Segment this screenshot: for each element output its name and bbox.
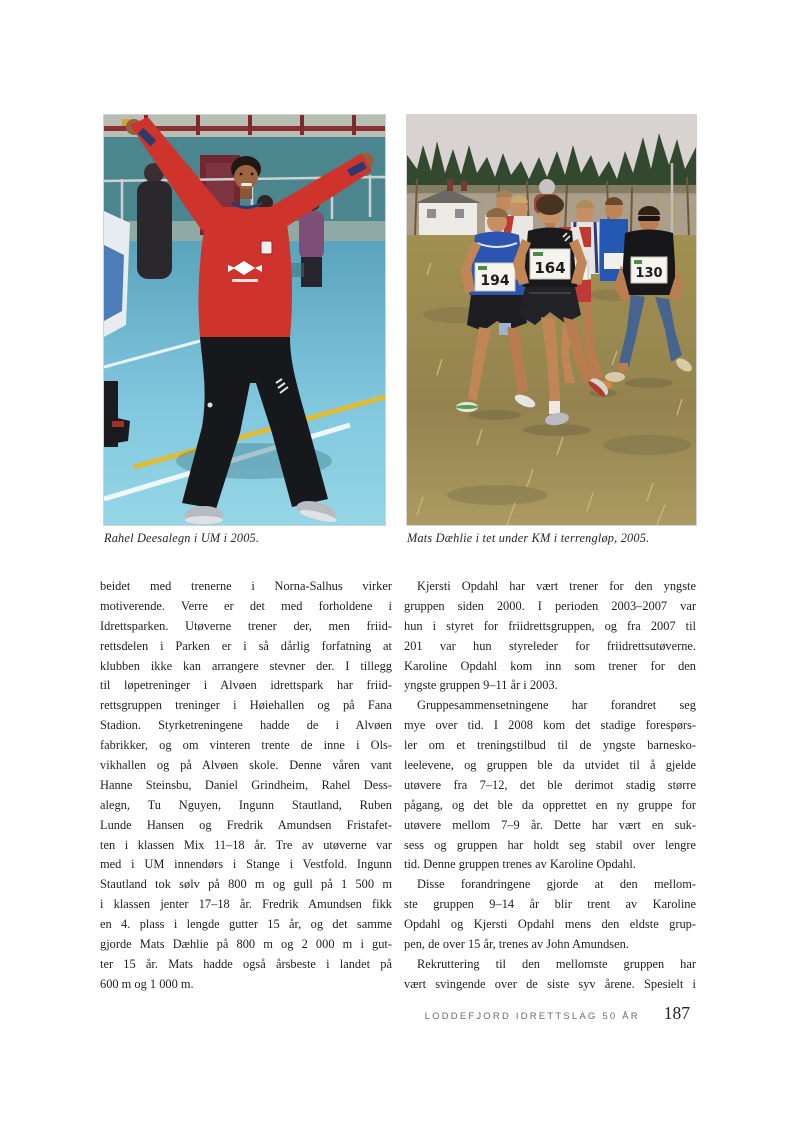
text-line: tid. Denne gruppen trenes av Karoline Opdahl. — [404, 857, 636, 872]
text-line: gjorde Mats Dæhlie på 800 m og 2 000 m i gut- — [100, 937, 392, 952]
text-line: utøvere fra 7–12, det ble derimot stadig større — [404, 777, 696, 792]
bib-number-130: 130 — [635, 266, 663, 281]
text-line: Karoline Opdahl kom inn som trener for den — [404, 658, 696, 673]
text-line: Disse forandringene gjorde at den mellom- — [417, 877, 696, 892]
text-line: Opdahl og Kjersti Opdahl mens den eldste grup- — [404, 917, 696, 932]
text-line: med i UM innendørs i Stange i Vestfold. Ingunn — [100, 857, 392, 872]
text-line: mye over tid. I 2008 kom det stadige forespørs- — [404, 718, 696, 733]
text-line: Gruppesammensetningene har forandret seg — [417, 698, 696, 713]
text-line: yngste gruppen 9–11 år i 2003. — [404, 678, 558, 693]
text-line: Lunde Hansen og Fredrik Amundsen Fristafet- — [100, 817, 392, 832]
text-line: en 4. plass i lengde gutter 15 år, og det samme — [100, 917, 392, 932]
text-line: gruppen siden 2000. I perioden 2003–2007 var — [404, 598, 696, 613]
sunglasses — [638, 216, 660, 221]
text-line: i klassen jenter 17–18 år. Fredrik Amundsen fikk — [100, 897, 392, 912]
page-footer — [100, 1003, 690, 1024]
gym-photo-illustration — [104, 115, 385, 525]
text-line: vært svingende over de siste syv årene. Spesielt i — [404, 976, 696, 991]
text-column-right — [404, 577, 696, 995]
text-line: vikhallen og på Alvøen skole. Denne våren vant — [100, 758, 392, 773]
text-line: Stadion. Styrketreningene hadde de i Alvøen — [100, 718, 392, 733]
race-photo-illustration — [407, 115, 696, 525]
text-column-left — [100, 577, 392, 995]
bib-number-164: 164 — [534, 259, 566, 277]
text-line: motiverende. Verre er det med forholdene i — [100, 598, 392, 613]
text-line: ter 15 år. Mats hadde også årsbeste i landet på — [100, 956, 392, 971]
text-line: ten i klassen Mix 11–18 år. Tre av utøverne var — [100, 837, 392, 852]
text-line: rettsdelen i Parken er i så dårlig forfatning at — [100, 638, 392, 653]
text-line: sess og gruppen har holdt seg stabil over lengre — [404, 837, 696, 852]
text-line: Idrettsparken. Utøverne trener der, men friid- — [100, 618, 392, 633]
running-title: LODDEFJORD IDRETTSLAG 50 ÅR — [424, 1011, 640, 1022]
photo-cross-country-race — [406, 114, 697, 526]
text-line: rettsgruppen treninger i Høiehallen og på Fana — [100, 698, 392, 713]
text-line: 201 var hun styreleder for friidrettsutøverne. — [404, 638, 696, 653]
text-line: klubben ikke kan arrangere stevner der. I tillegg — [100, 658, 392, 673]
text-line: Kjersti Opdahl har vært trener for den yngste — [417, 579, 696, 593]
text-line: Hanne Steinsbu, Daniel Grindheim, Rahel Dess- — [100, 777, 392, 792]
text-line: pågang, og det ble da opprettet en ny gruppe for — [404, 797, 696, 812]
text-line: leelevene, og gruppen ble da utvidet til å gjelde — [404, 758, 696, 773]
text-line: utøvere mellom 7–9 år. Dette har vært en suk- — [404, 817, 696, 832]
bib-number-194: 194 — [480, 273, 510, 289]
text-line: til løpetreninger i Alvøen idrettspark har friid- — [100, 678, 392, 693]
text-line: 600 m og 1 000 m. — [100, 976, 194, 991]
text-line: alegn, Tu Nguyen, Ingunn Stautland, Ruben — [100, 797, 392, 812]
text-line: Stautland tok sølv på 800 m og gull på 1 500 m — [100, 877, 392, 892]
text-line: beidet med trenerne i Norna-Salhus virker — [100, 579, 392, 593]
photo-gym-athlete — [103, 114, 386, 526]
caption-right-photo: Mats Dæhlie i tet under KM i terrengløp, 2005. — [407, 531, 650, 545]
text-line: ste gruppen 9–14 år blir trent av Karoline — [404, 897, 696, 912]
page-number: 187 — [663, 1003, 690, 1023]
text-line: hun i styret for friidrettsgruppen, og fra 2007 til — [404, 618, 696, 633]
text-line: ler om et treningstilbud til de yngste barnesko- — [404, 738, 696, 753]
text-line: fabrikker, og om vinteren trente de inne i Ols- — [100, 738, 392, 753]
text-line: Rekruttering til den mellomste gruppen har — [417, 956, 696, 971]
text-line: pen, de over 15 år, trenes av John Amundsen. — [404, 937, 629, 952]
caption-left-photo: Rahel Deesalegn i UM i 2005. — [104, 531, 260, 545]
